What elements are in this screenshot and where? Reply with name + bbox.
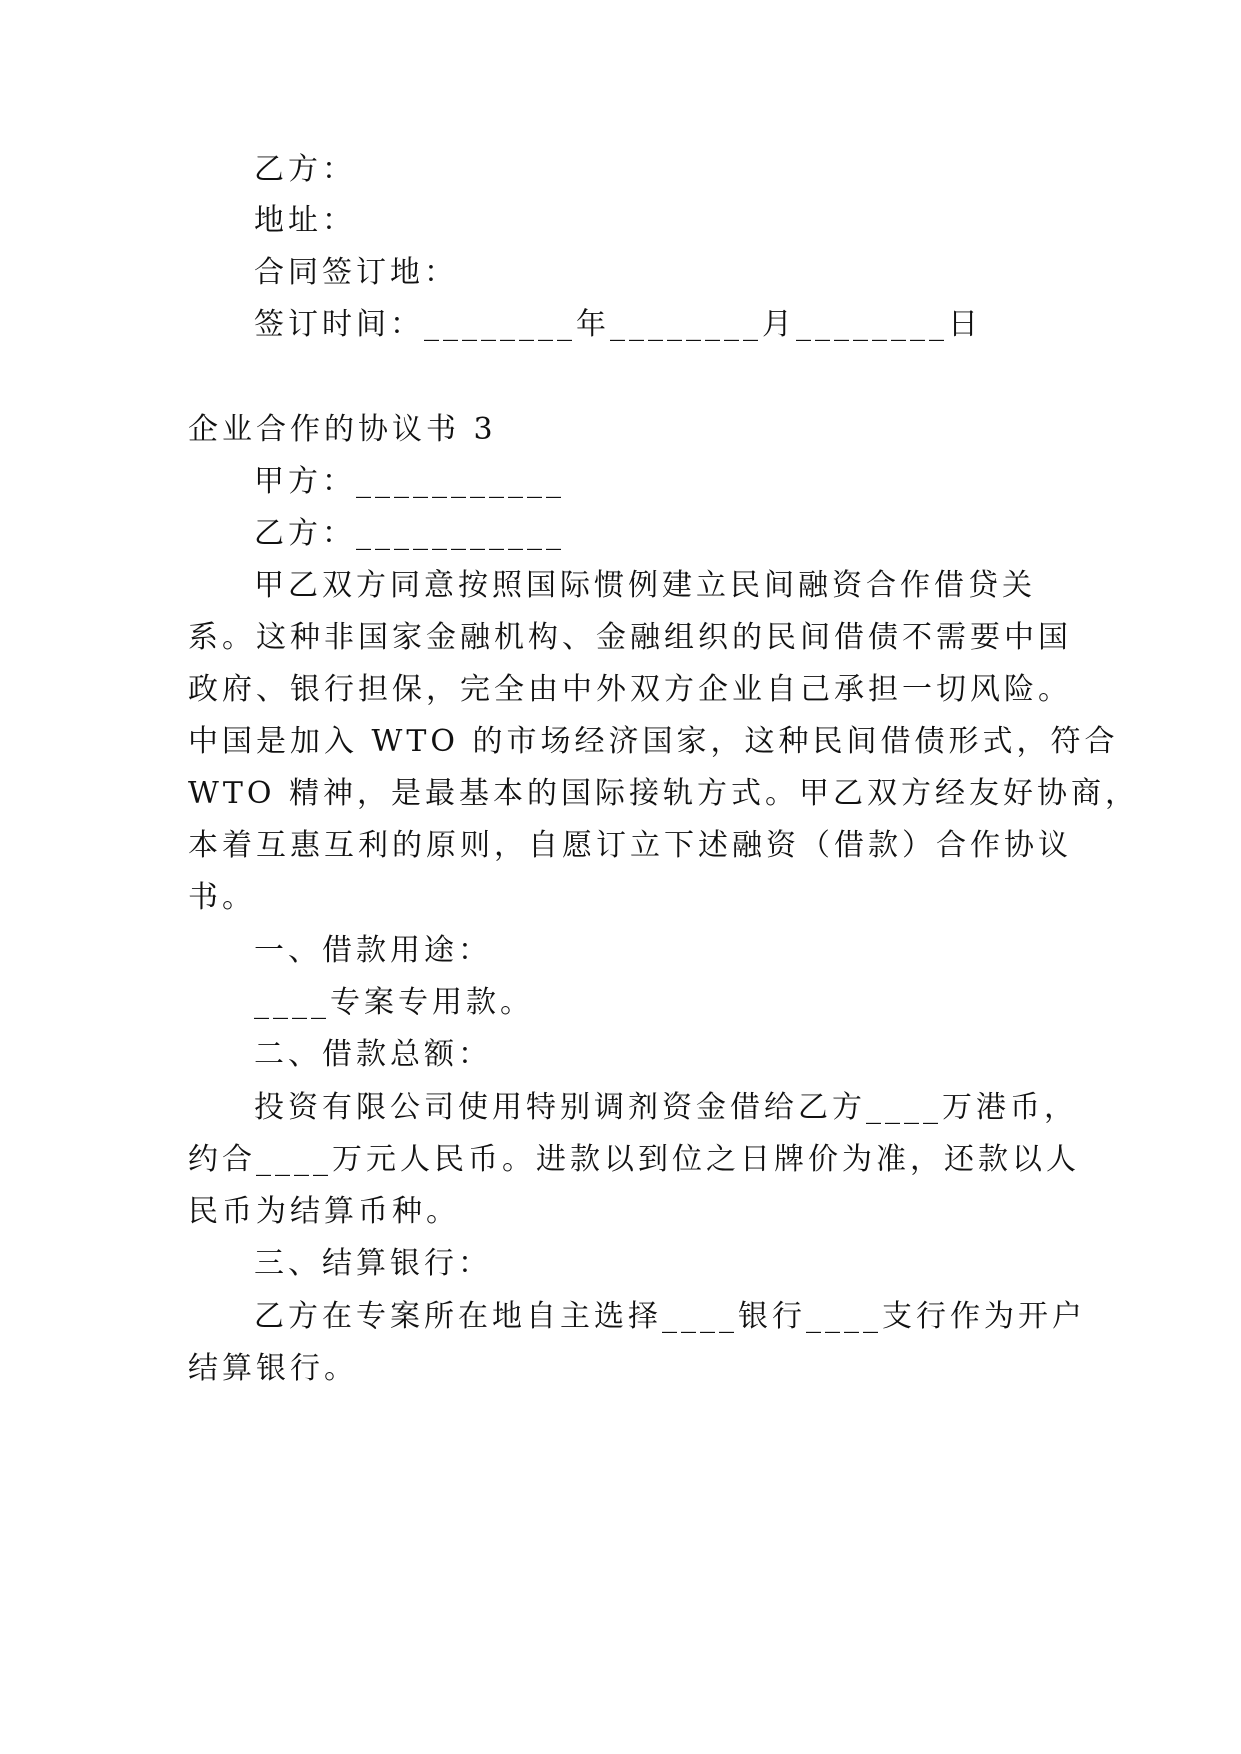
party-b-line: 乙方：___________ (254, 516, 565, 551)
section-heading-amount: 二、借款总额： (254, 1037, 492, 1072)
section-body-bank: 乙方在专案所在地自主选择____银行____支行作为开户 (254, 1299, 1086, 1334)
section-body-amount: 民币为结算币种。 (188, 1194, 460, 1229)
intro-line: 政府、银行担保，完全由中外双方企业自己承担一切风险。 (188, 672, 1072, 707)
intro-line: WTO 精神，是最基本的国际接轨方式。甲乙双方经友好协商， (188, 776, 1139, 811)
party-b-label: 乙方： (254, 152, 356, 187)
section-body-amount: 投资有限公司使用特别调剂资金借给乙方____万港币， (254, 1090, 1078, 1125)
sign-place-label: 合同签订地： (254, 255, 458, 290)
sign-time-line: 签订时间：________年________月________日 (254, 307, 982, 342)
section-body-purpose: ____专案专用款。 (254, 985, 534, 1020)
intro-line: 系。这种非国家金融机构、金融组织的民间借债不需要中国 (188, 620, 1072, 655)
agreement-title: 企业合作的协议书 3 (188, 412, 497, 447)
section-heading-purpose: 一、借款用途： (254, 933, 492, 968)
address-label: 地址： (254, 203, 356, 238)
intro-line: 书。 (188, 880, 256, 915)
section-body-bank: 结算银行。 (188, 1351, 358, 1386)
intro-line: 中国是加入 WTO 的市场经济国家，这种民间借债形式，符合 (188, 724, 1119, 759)
intro-line: 甲乙双方同意按照国际惯例建立民间融资合作借贷关 (254, 568, 1036, 603)
section-body-amount: 约合____万元人民币。进款以到位之日牌价为准，还款以人 (188, 1142, 1080, 1177)
party-a-line: 甲方：___________ (254, 464, 565, 499)
intro-line: 本着互惠互利的原则，自愿订立下述融资（借款）合作协议 (188, 828, 1072, 863)
section-heading-bank: 三、结算银行： (254, 1246, 492, 1281)
